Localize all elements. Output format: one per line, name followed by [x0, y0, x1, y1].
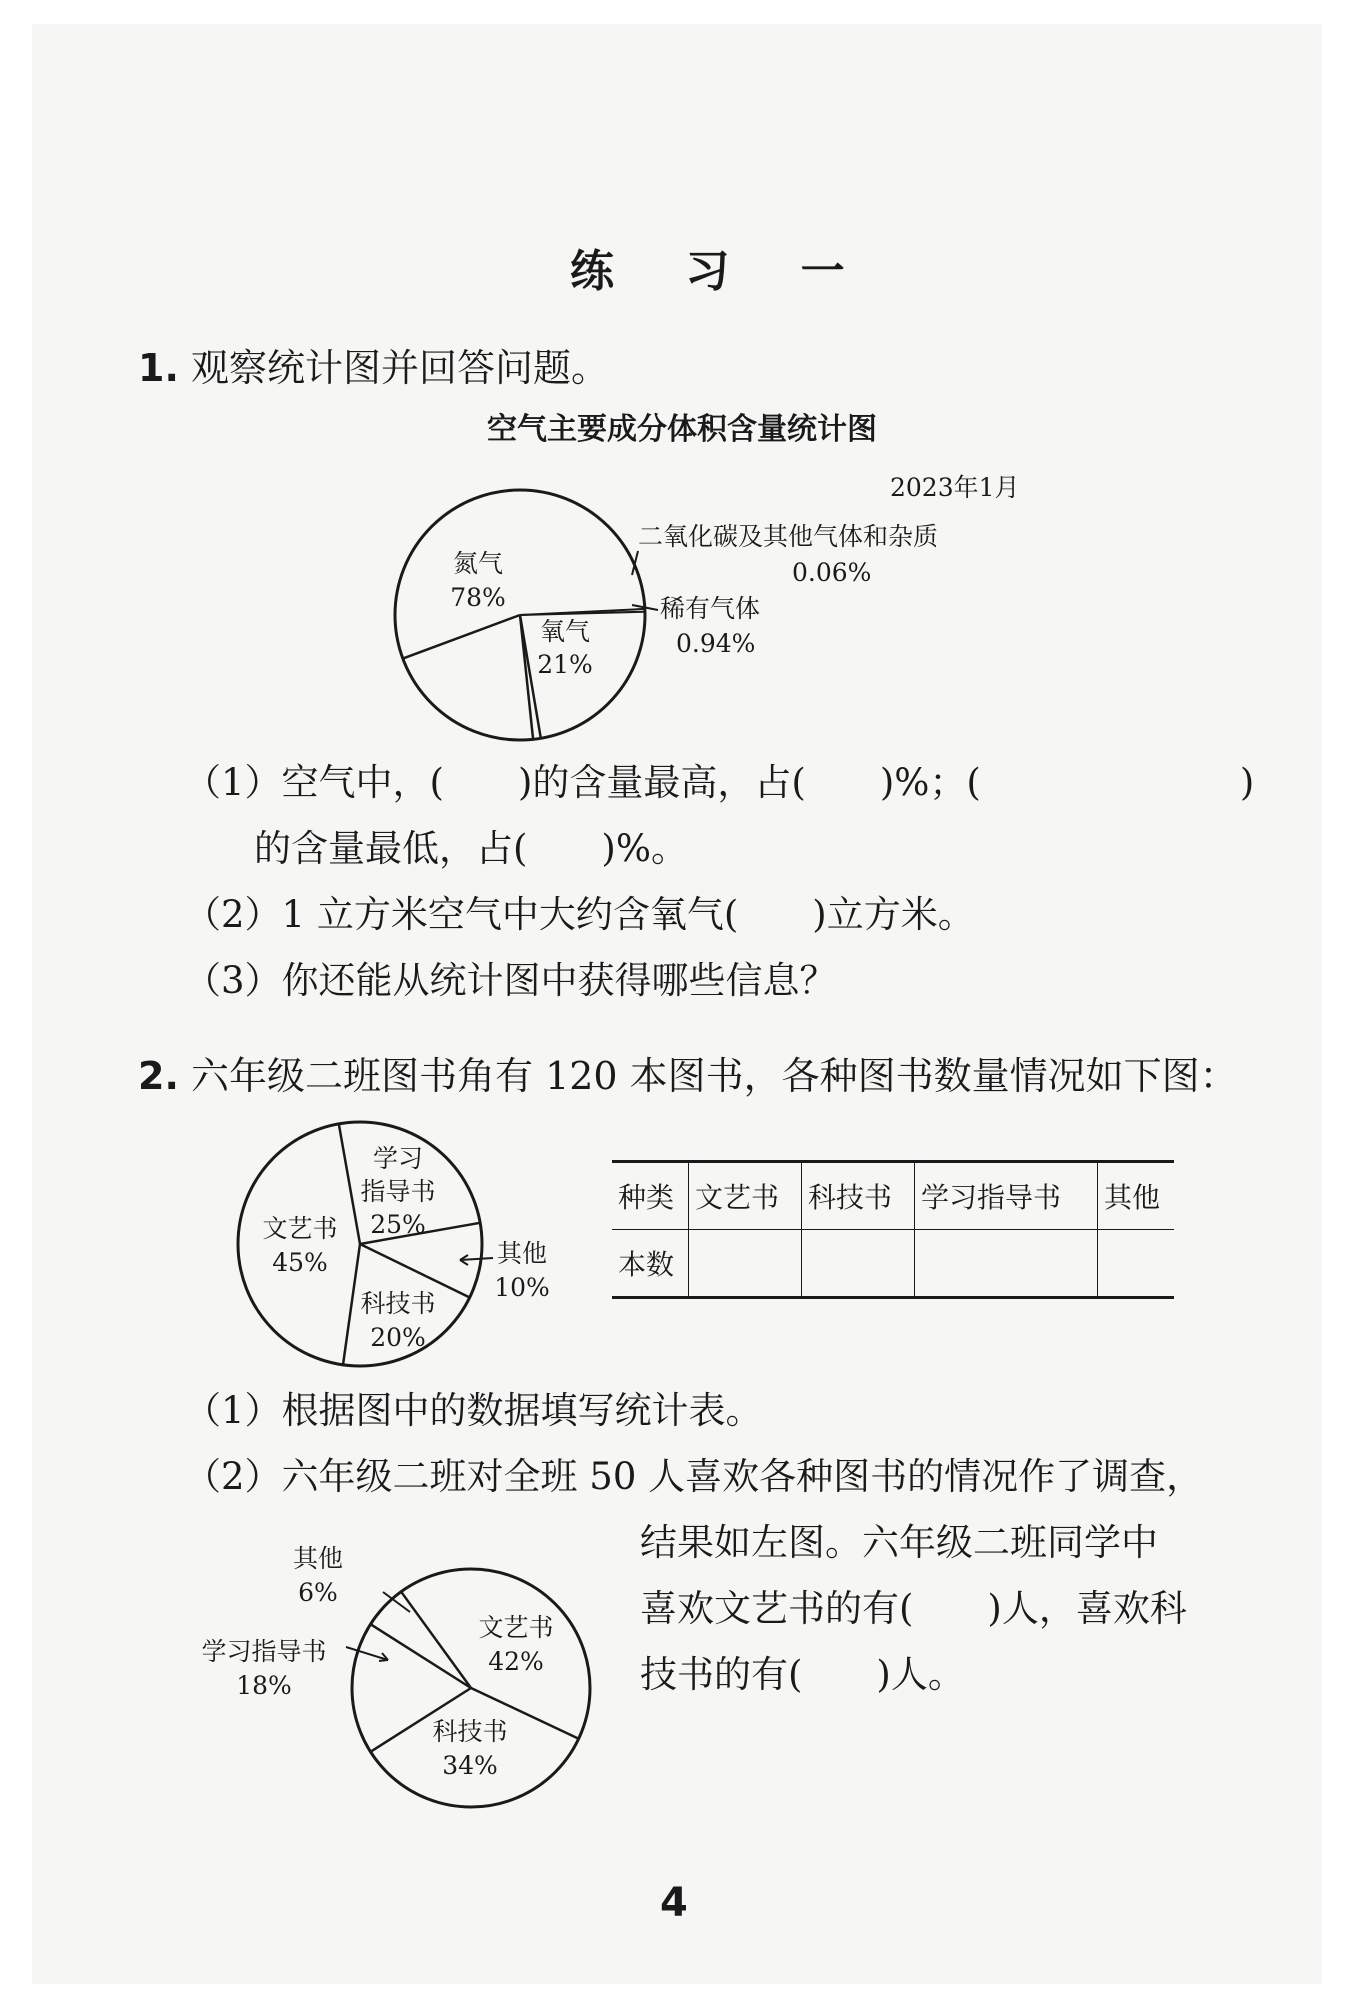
question-2-sub-2-line-4: 技书的有( )人。	[640, 1653, 965, 1696]
pie-2-separator-0	[339, 1124, 360, 1244]
question-2-sub-2-line-3: 喜欢文艺书的有( )人，喜欢科	[640, 1587, 1187, 1630]
pie-chart-preferences-50	[201, 1544, 590, 1807]
table-header-cell: 种类	[618, 1181, 675, 1214]
table-answer-cell[interactable]	[802, 1230, 915, 1298]
pie-3-slice-literature-name: 文艺书	[478, 1613, 554, 1642]
table-answer-cell[interactable]	[1098, 1230, 1175, 1298]
table-header-cell: 文艺书	[689, 1162, 802, 1230]
question-1-sub-3: （3）你还能从统计图中获得哪些信息？	[184, 959, 837, 1002]
pie-2-slice-study-name-1: 学习	[372, 1144, 424, 1173]
page-number: 4	[660, 1880, 688, 1926]
pie-2-slice-science-label: 20%	[370, 1323, 426, 1352]
pie-1-slice-nitrogen-name: 氮气	[452, 549, 504, 578]
question-1-number: 1.	[138, 346, 179, 390]
pie-2-other-leader	[460, 1258, 493, 1260]
pie-1-separator-1	[403, 615, 520, 659]
pie-2-separator-3	[343, 1244, 360, 1365]
table-answer-cell[interactable]	[915, 1230, 1098, 1298]
pie-2-slice-science-name: 科技书	[360, 1289, 436, 1318]
pie-3-slice-literature-label: 42%	[488, 1647, 544, 1676]
table-row-label: 本数	[612, 1230, 689, 1298]
pie-3-separator-0	[401, 1592, 471, 1688]
pie-2-slice-study-label: 25%	[370, 1210, 426, 1239]
question-2-sub-2-line-2: 结果如左图。六年级二班同学中	[640, 1521, 1158, 1564]
question-1-prompt: 观察统计图并回答问题。	[190, 346, 609, 390]
table-header-cell: 其他	[1098, 1162, 1175, 1230]
question-2-sub-1: （1）根据图中的数据填写统计表。	[184, 1389, 763, 1432]
statistics-table	[612, 1160, 1174, 1299]
pie-3-slice-study-name: 学习指导书	[201, 1637, 327, 1666]
table-header-row	[612, 1162, 1174, 1230]
question-2-prompt: 六年级二班图书角有 120 本图书，各种图书数量情况如下图：	[190, 1054, 1238, 1098]
question-1-sub-1-line-2: 的含量最低，占( )%。	[254, 827, 689, 870]
table-row	[612, 1230, 1174, 1298]
table-answer-cell[interactable]	[689, 1230, 802, 1298]
pie-1-slice-rare-gas-label: 0.94%	[676, 629, 756, 658]
pie-2-slice-literature-name: 文艺书	[262, 1214, 338, 1243]
chart-1-title: 空气主要成分体积含量统计图	[487, 412, 877, 447]
question-1-sub-1-line-1: （1）空气中，( )的含量最高，占( )%；( )	[184, 761, 1255, 804]
pie-2-slice-other-name: 其他	[496, 1239, 548, 1268]
pie-3-slice-study-label: 18%	[236, 1671, 292, 1700]
question-2	[138, 1045, 1238, 1100]
table-header-cell: 科技书	[802, 1162, 915, 1230]
pie-1-slice-co2-name: 二氧化碳及其他气体和杂质	[638, 522, 939, 551]
page-title: 练 习 一	[570, 246, 873, 297]
pie-3-slice-other-label: 6%	[298, 1578, 338, 1607]
question-1-sub-2: （2）1 立方米空气中大约含氧气( )立方米。	[184, 893, 975, 936]
pie-1-slice-rare-gas-name: 稀有气体	[660, 594, 761, 623]
pie-chart-books-120	[238, 1122, 550, 1366]
pie-3-slice-science-name: 科技书	[432, 1717, 508, 1746]
pie-1-slice-oxygen-name: 氧气	[539, 617, 591, 646]
pie-2-slice-study-name-2: 指导书	[360, 1177, 436, 1206]
pie-3-slice-science-label: 34%	[442, 1751, 498, 1780]
pie-1-slice-oxygen-label: 21%	[537, 650, 593, 679]
question-2-sub-2-line-1: （2）六年级二班对全班 50 人喜欢各种图书的情况作了调查，	[184, 1455, 1204, 1498]
pie-2-slice-other-label: 10%	[494, 1273, 550, 1302]
pie-2-slice-literature-label: 45%	[272, 1248, 328, 1277]
pie-1-slice-co2-label: 0.06%	[792, 558, 872, 587]
question-2-number: 2.	[138, 1054, 179, 1098]
pie-chart-air	[395, 490, 938, 740]
chart-1-date: 2023年1月	[890, 473, 1020, 502]
pie-1-slice-nitrogen-label: 78%	[450, 583, 506, 612]
table-header-cell: 学习指导书	[915, 1162, 1098, 1230]
pie-3-slice-other-name: 其他	[292, 1544, 344, 1573]
